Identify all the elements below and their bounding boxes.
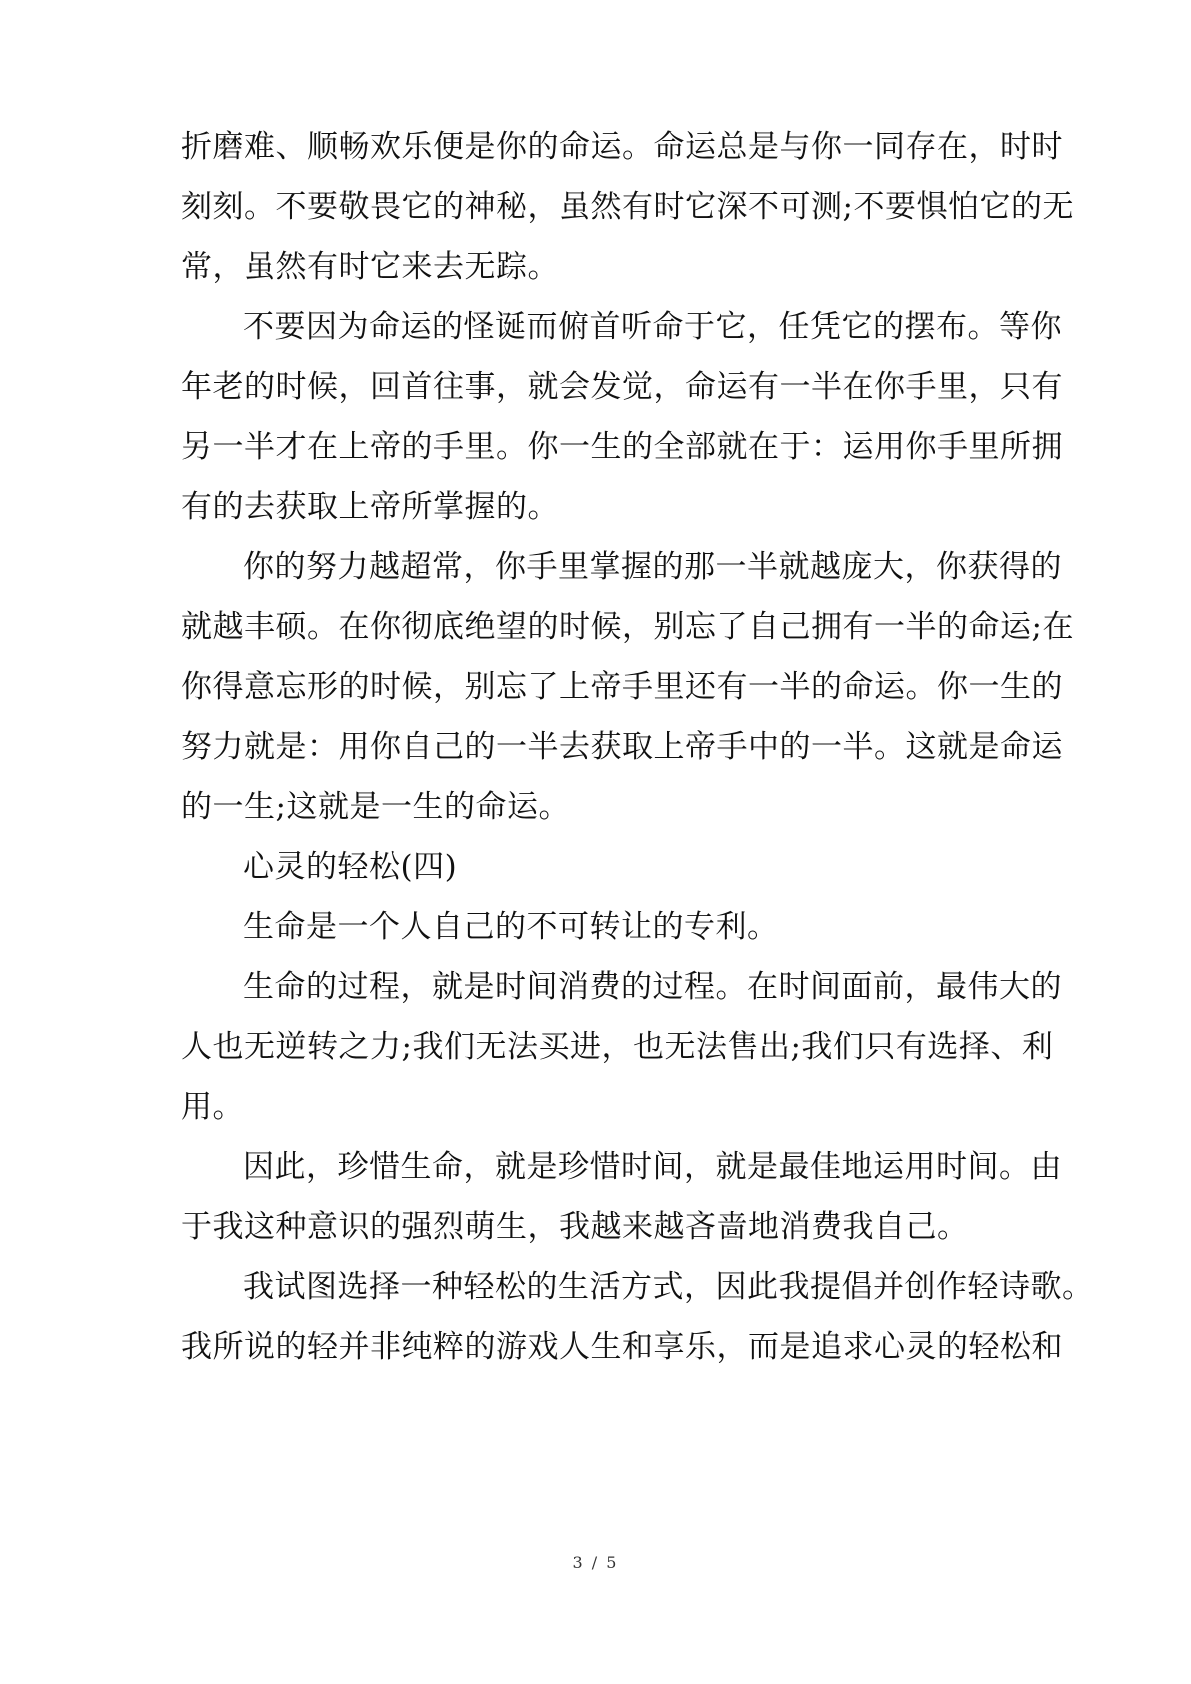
text-line: 你的努力越超常，你手里掌握的那一半就越庞大，你获得的: [243, 549, 1062, 585]
text-line: 生命是一个人自己的不可转让的专利。: [243, 909, 779, 945]
text-line: 用。: [181, 1089, 244, 1125]
text-line: 人也无逆转之力;我们无法买进，也无法售出;我们只有选择、利: [181, 1029, 1054, 1065]
text-line: 我试图选择一种轻松的生活方式，因此我提倡并创作轻诗歌。: [243, 1269, 1094, 1305]
section-heading: 心灵的轻松(四): [243, 849, 458, 885]
text-line: 年老的时候，回首往事，就会发觉，命运有一半在你手里，只有: [181, 369, 1063, 405]
text-line: 于我这种意识的强烈萌生，我越来越吝啬地消费我自己。: [181, 1209, 969, 1245]
text-line: 我所说的轻并非纯粹的游戏人生和享乐，而是追求心灵的轻松和: [181, 1329, 1063, 1365]
text-line: 折磨难、顺畅欢乐便是你的命运。命运总是与你一同存在，时时: [181, 129, 1063, 165]
text-line: 有的去获取上帝所掌握的。: [181, 489, 559, 525]
text-line: 努力就是：用你自己的一半去获取上帝手中的一半。这就是命运: [181, 729, 1063, 765]
text-line: 常，虽然有时它来去无踪。: [181, 249, 559, 285]
text-line: 就越丰硕。在你彻底绝望的时候，别忘了自己拥有一半的命运;在: [181, 609, 1074, 645]
page-number: 3 / 5: [572, 1553, 619, 1572]
text-line: 不要因为命运的怪诞而俯首听命于它，任凭它的摆布。等你: [243, 309, 1062, 345]
text-line: 刻刻。不要敬畏它的神秘，虽然有时它深不可测;不要惧怕它的无: [181, 189, 1074, 225]
text-line: 生命的过程，就是时间消费的过程。在时间面前，最伟大的: [243, 969, 1062, 1005]
text-line: 的一生;这就是一生的命运。: [181, 789, 570, 825]
text-line: 另一半才在上帝的手里。你一生的全部就在于：运用你手里所拥: [181, 429, 1063, 465]
text-line: 你得意忘形的时候，别忘了上帝手里还有一半的命运。你一生的: [181, 669, 1063, 705]
text-line: 因此，珍惜生命，就是珍惜时间，就是最佳地运用时间。由: [243, 1149, 1062, 1185]
